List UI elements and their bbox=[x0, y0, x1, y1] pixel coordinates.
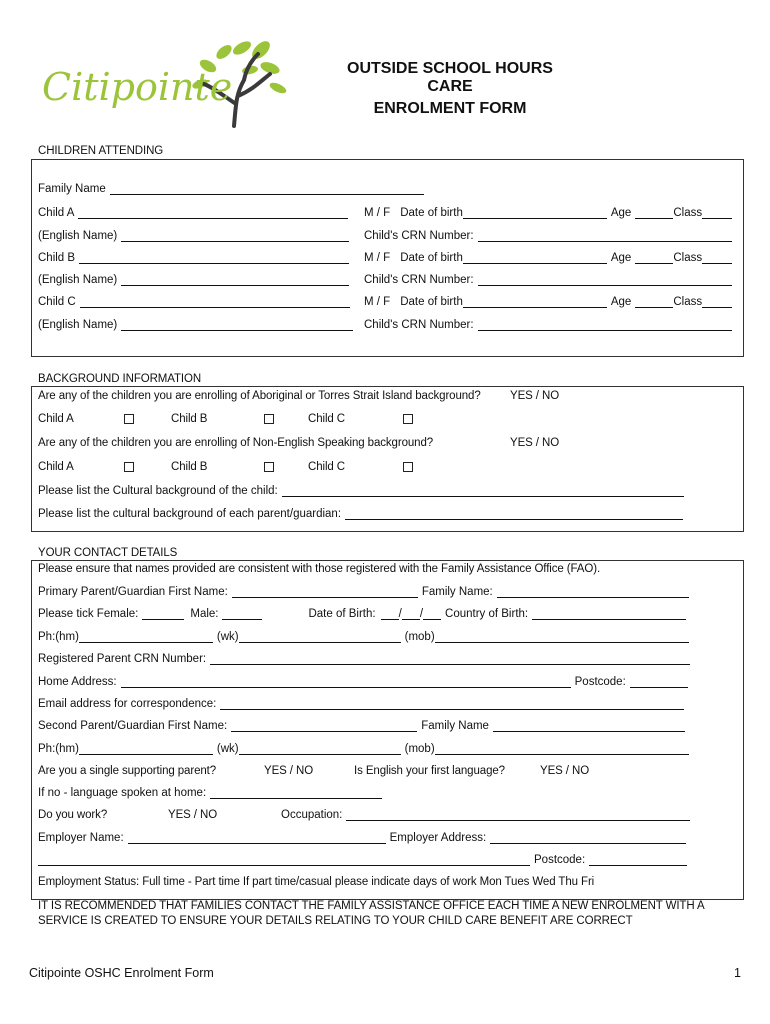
child-a-crn-label: Child's CRN Number: bbox=[364, 230, 474, 242]
child-c-crn-field[interactable] bbox=[478, 319, 732, 331]
child-a-dob-label: Date of birth bbox=[400, 207, 463, 219]
primary-family-name-label: Family Name: bbox=[421, 586, 493, 598]
employer-address-line2-field[interactable] bbox=[38, 854, 530, 866]
child-c-class-field[interactable] bbox=[702, 296, 732, 308]
child-c-label: Child C bbox=[38, 296, 76, 308]
form-title bbox=[330, 60, 570, 118]
aboriginal-child-a-checkbox[interactable] bbox=[124, 414, 134, 424]
child-a-class-label: Class bbox=[673, 207, 703, 219]
country-of-birth-label: Country of Birth: bbox=[445, 608, 529, 620]
cultural-parent-field[interactable] bbox=[345, 508, 683, 520]
aboriginal-child-b-label: Child B bbox=[171, 413, 208, 425]
second-family-name-field[interactable] bbox=[493, 720, 685, 732]
child-a-class-field[interactable] bbox=[702, 207, 732, 219]
second-mob-field[interactable] bbox=[435, 743, 689, 755]
email-label: Email address for correspondence: bbox=[38, 698, 217, 710]
aboriginal-child-b-checkbox[interactable] bbox=[264, 414, 274, 424]
primary-wk-label: (wk) bbox=[216, 631, 239, 643]
section-contact-label: YOUR CONTACT DETAILS bbox=[38, 547, 178, 559]
cultural-parent-row bbox=[38, 508, 683, 520]
child-a-label: Child A bbox=[38, 207, 75, 219]
nesb-child-a-checkbox[interactable] bbox=[124, 462, 134, 472]
child-b-age-field[interactable] bbox=[635, 252, 673, 264]
employer-address-label: Employer Address: bbox=[389, 832, 487, 844]
nesb-child-b-checkbox[interactable] bbox=[264, 462, 274, 472]
family-name-label: Family Name bbox=[38, 183, 106, 195]
employment-status: Employment Status: Full time - Part time If part time/casual please indicate days of work Mon Tues Wed Thu Fri bbox=[38, 876, 595, 888]
child-a-dob-field[interactable] bbox=[463, 207, 607, 219]
child-c-dob-label: Date of birth bbox=[400, 296, 463, 308]
aboriginal-child-c-checkbox[interactable] bbox=[403, 414, 413, 424]
single-parent-question: Are you a single supporting parent? bbox=[38, 765, 217, 777]
work-question: Do you work? bbox=[38, 809, 108, 821]
q-nesb-answer[interactable]: YES / NO bbox=[510, 437, 560, 449]
q-aboriginal: Are any of the children you are enrolling of Aboriginal or Torres Strait Island background? bbox=[38, 390, 481, 402]
primary-dob-year-field[interactable] bbox=[423, 608, 441, 620]
child-c-english-label: (English Name) bbox=[38, 319, 118, 331]
child-b-crn-field[interactable] bbox=[478, 274, 732, 286]
child-c-age-field[interactable] bbox=[635, 296, 673, 308]
child-a-crn-field[interactable] bbox=[478, 230, 732, 242]
work-answer[interactable]: YES / NO bbox=[168, 809, 218, 821]
fao-notice: Please ensure that names provided are consistent with those registered with the Family Assistance Office (FAO). bbox=[38, 563, 601, 575]
primary-ph-hm-label: Ph:(hm) bbox=[38, 631, 79, 643]
second-first-name-field[interactable] bbox=[231, 720, 417, 732]
family-name-row bbox=[38, 183, 424, 195]
postcode2-field[interactable] bbox=[589, 854, 687, 866]
child-b-label: Child B bbox=[38, 252, 76, 264]
child-a-age-label: Age bbox=[610, 207, 632, 219]
second-wk-label: (wk) bbox=[216, 743, 239, 755]
nesb-child-c-label: Child C bbox=[308, 461, 346, 473]
footer-page-number: 1 bbox=[734, 966, 741, 980]
child-a-name-field[interactable] bbox=[78, 207, 348, 219]
child-b-age-label: Age bbox=[610, 252, 632, 264]
postcode2-label: Postcode: bbox=[534, 854, 586, 866]
logo bbox=[38, 34, 288, 130]
english-first-answer[interactable]: YES / NO bbox=[540, 765, 590, 777]
second-family-name-label: Family Name bbox=[421, 720, 489, 732]
single-parent-answer[interactable]: YES / NO bbox=[264, 765, 314, 777]
child-a-age-field[interactable] bbox=[635, 207, 673, 219]
second-ph-hm-field[interactable] bbox=[79, 743, 213, 755]
language-home-label: If no - language spoken at home: bbox=[38, 787, 207, 799]
occupation-label: Occupation: bbox=[281, 809, 343, 821]
english-first-question: Is English your first language? bbox=[354, 765, 505, 777]
postcode-field[interactable] bbox=[630, 676, 688, 688]
nesb-child-b-label: Child B bbox=[171, 461, 208, 473]
section-background-label: BACKGROUND INFORMATION bbox=[38, 373, 202, 385]
title-line-2: ENROLMENT FORM bbox=[373, 100, 527, 117]
recommendation-line-2: SERVICE IS CREATED TO ENSURE YOUR DETAILS RELATING TO YOUR CHILD CARE BENEFIT ARE CORRECT bbox=[38, 915, 633, 927]
nesb-child-a-label: Child A bbox=[38, 461, 74, 473]
tick-female-label: Please tick Female: bbox=[38, 608, 139, 620]
family-name-field[interactable] bbox=[110, 183, 424, 195]
second-wk-field[interactable] bbox=[239, 743, 401, 755]
svg-text:Citipointe: Citipointe bbox=[42, 65, 233, 109]
section-children-label: CHILDREN ATTENDING bbox=[38, 145, 164, 157]
child-a-mf[interactable]: M / F bbox=[364, 207, 391, 219]
country-of-birth-field[interactable] bbox=[532, 608, 686, 620]
employer-name-label: Employer Name: bbox=[38, 832, 124, 844]
postcode-label: Postcode: bbox=[574, 676, 626, 688]
child-b-crn-label: Child's CRN Number: bbox=[364, 274, 474, 286]
male-field[interactable] bbox=[222, 608, 262, 620]
primary-first-name-field[interactable] bbox=[232, 586, 418, 598]
title-line-1: OUTSIDE SCHOOL HOURS CARE bbox=[347, 60, 553, 95]
aboriginal-child-a-label: Child A bbox=[38, 413, 74, 425]
child-b-class-label: Class bbox=[673, 252, 703, 264]
female-field[interactable] bbox=[142, 608, 184, 620]
language-home-field[interactable] bbox=[210, 787, 382, 799]
second-first-name-label: Second Parent/Guardian First Name: bbox=[38, 720, 228, 732]
aboriginal-child-c-label: Child C bbox=[308, 413, 346, 425]
email-field[interactable] bbox=[220, 698, 684, 710]
logo-tree-icon bbox=[38, 34, 288, 130]
nesb-child-c-checkbox[interactable] bbox=[403, 462, 413, 472]
primary-mob-field[interactable] bbox=[435, 631, 689, 643]
child-c-dob-field[interactable] bbox=[463, 296, 607, 308]
child-b-dob-field[interactable] bbox=[463, 252, 607, 264]
q-aboriginal-answer[interactable]: YES / NO bbox=[510, 390, 560, 402]
cultural-parent-label: Please list the cultural background of each parent/guardian: bbox=[38, 508, 342, 520]
child-c-age-label: Age bbox=[610, 296, 632, 308]
child-c-class-label: Class bbox=[673, 296, 703, 308]
child-b-english-field[interactable] bbox=[121, 274, 349, 286]
child-c-mf[interactable]: M / F bbox=[364, 296, 391, 308]
primary-ph-hm-field[interactable] bbox=[79, 631, 213, 643]
cultural-child-row bbox=[38, 485, 684, 497]
employer-name-field[interactable] bbox=[128, 832, 386, 844]
child-b-name-field[interactable] bbox=[79, 252, 349, 264]
primary-mob-label: (mob) bbox=[404, 631, 435, 643]
recommendation-line-1: IT IS RECOMMENDED THAT FAMILIES CONTACT THE FAMILY ASSISTANCE OFFICE EACH TIME A NEW ENROLMENT WITH A bbox=[38, 900, 705, 912]
child-b-class-field[interactable] bbox=[702, 252, 732, 264]
child-b-dob-label: Date of birth bbox=[400, 252, 463, 264]
employer-address-field[interactable] bbox=[490, 832, 686, 844]
q-nesb: Are any of the children you are enrolling of Non-English Speaking background? bbox=[38, 437, 434, 449]
second-mob-label: (mob) bbox=[404, 743, 435, 755]
primary-wk-field[interactable] bbox=[239, 631, 401, 643]
footer-form-name: Citipointe OSHC Enrolment Form bbox=[29, 966, 214, 980]
second-ph-hm-label: Ph:(hm) bbox=[38, 743, 79, 755]
child-b-mf[interactable]: M / F bbox=[364, 252, 391, 264]
child-c-name-field[interactable] bbox=[80, 296, 350, 308]
home-address-label: Home Address: bbox=[38, 676, 117, 688]
primary-family-name-field[interactable] bbox=[497, 586, 689, 598]
primary-first-name-label: Primary Parent/Guardian First Name: bbox=[38, 586, 228, 598]
cultural-child-label: Please list the Cultural background of the child: bbox=[38, 485, 278, 497]
child-b-english-label: (English Name) bbox=[38, 274, 118, 286]
primary-dob-month-field[interactable] bbox=[402, 608, 420, 620]
parent-crn-label: Registered Parent CRN Number: bbox=[38, 653, 207, 665]
male-label: Male: bbox=[190, 608, 219, 620]
primary-dob-label: Date of Birth: bbox=[308, 608, 376, 620]
occupation-field[interactable] bbox=[346, 809, 690, 821]
cultural-child-field[interactable] bbox=[282, 485, 684, 497]
home-address-field[interactable] bbox=[121, 676, 571, 688]
child-c-crn-label: Child's CRN Number: bbox=[364, 319, 474, 331]
child-a-english-label: (English Name) bbox=[38, 230, 118, 242]
parent-crn-field[interactable] bbox=[210, 653, 690, 665]
primary-dob-day-field[interactable] bbox=[381, 608, 399, 620]
child-c-english-field[interactable] bbox=[121, 319, 353, 331]
child-a-english-field[interactable] bbox=[121, 230, 349, 242]
